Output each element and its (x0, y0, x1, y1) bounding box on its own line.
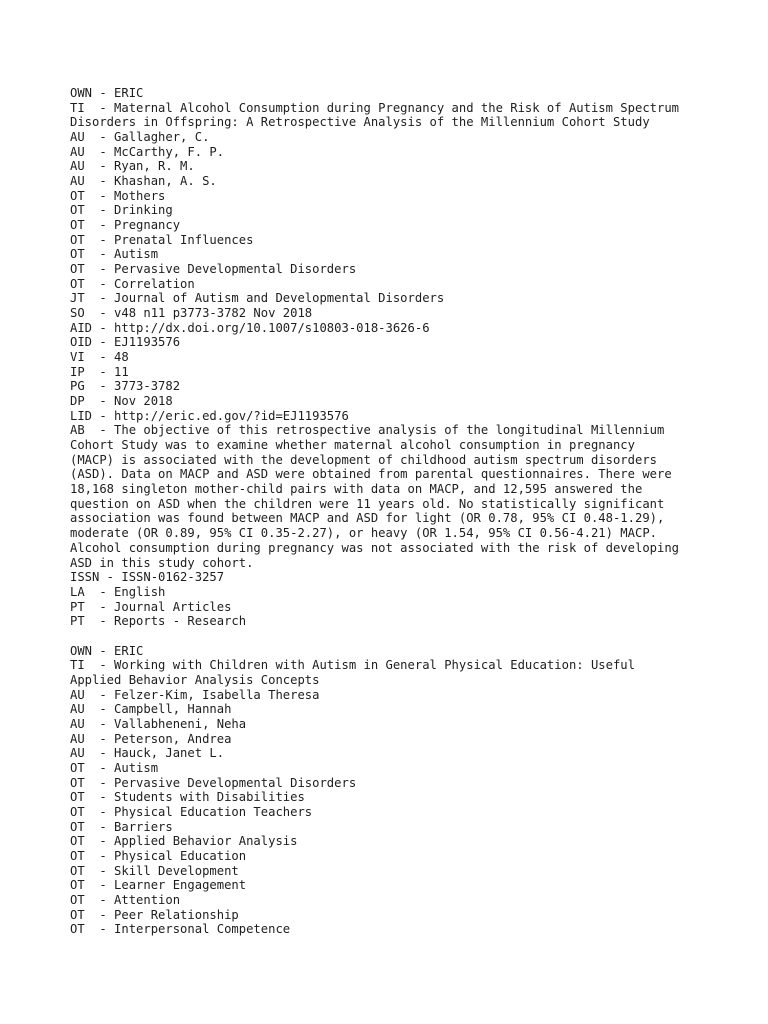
record-line: OWN - ERIC (70, 86, 144, 100)
record-line: AU - Campbell, Hannah (70, 702, 232, 717)
record-line: Applied Behavior Analysis Concepts (70, 672, 320, 687)
record-line: OT - Prenatal Influences (70, 232, 254, 247)
record-line: OT - Autism (70, 760, 159, 775)
record-line: OT - Drinking (70, 203, 173, 218)
record-line: LID - http://eric.ed.gov/?id=EJ1193576 (70, 408, 349, 423)
record-line: VI - 48 (70, 350, 129, 365)
record-line: TI - Maternal Alcohol Consumption during Pregnancy and the Risk of Autism Spectrum (70, 100, 680, 115)
record-separator (70, 629, 760, 644)
record-line: question on ASD when the children were 11 years old. No statistically significant (70, 496, 665, 511)
document-page (70, 86, 760, 937)
record-line: OT - Attention (70, 892, 181, 907)
record-line: OID - EJ1193576 (70, 335, 181, 350)
record-line: AU - Hauck, Janet L. (70, 746, 225, 761)
record-line: moderate (OR 0.89, 95% CI 0.35-2.27), or heavy (OR 1.54, 95% CI 0.56-4.21) MACP. (70, 526, 657, 541)
record-line: LA - English (70, 584, 166, 599)
record-line: PT - Journal Articles (70, 599, 232, 614)
record-line: PG - 3773-3782 (70, 379, 181, 394)
record-line: AU - Ryan, R. M. (70, 159, 195, 174)
record-line: SO - v48 n11 p3773-3782 Nov 2018 (70, 306, 313, 321)
record-line: PT - Reports - Research (70, 614, 247, 629)
record-line: DP - Nov 2018 (70, 394, 173, 409)
record-line: AU - Gallagher, C. (70, 130, 210, 145)
record-line: OT - Pervasive Developmental Disorders (70, 775, 357, 790)
record-line: OT - Interpersonal Competence (70, 922, 291, 937)
record-line: AB - The objective of this retrospective analysis of the longitudinal Millennium (70, 423, 665, 438)
record-line: OT - Pregnancy (70, 218, 181, 233)
record-block (70, 644, 760, 937)
record-line: JT - Journal of Autism and Developmental Disorders (70, 291, 445, 306)
record-line: Disorders in Offspring: A Retrospective Analysis of the Millennium Cohort Study (70, 115, 650, 130)
record-line: TI - Working with Children with Autism in General Physical Education: Useful (70, 658, 635, 673)
record-line: IP - 11 (70, 364, 129, 379)
record-line: 18,168 singleton mother-child pairs with data on MACP, and 12,595 answered the (70, 482, 643, 497)
record-line: OT - Physical Education Teachers (70, 804, 313, 819)
record-line: OT - Skill Development (70, 863, 239, 878)
record-line: AU - McCarthy, F. P. (70, 144, 225, 159)
record-line: OT - Peer Relationship (70, 907, 239, 922)
record-line: Alcohol consumption during pregnancy was not associated with the risk of developing (70, 540, 680, 555)
record-line: OWN - ERIC (70, 643, 144, 658)
record-line: AU - Felzer-Kim, Isabella Theresa (70, 687, 320, 702)
record-line: ASD in this study cohort. (70, 555, 254, 570)
record-line: (ASD). Data on MACP and ASD were obtained from parental questionnaires. There were (70, 467, 672, 482)
record-block (70, 86, 760, 629)
record-line: OT - Students with Disabilities (70, 790, 305, 805)
record-line: OT - Applied Behavior Analysis (70, 834, 298, 849)
record-line: AU - Peterson, Andrea (70, 731, 232, 746)
record-line: AU - Khashan, A. S. (70, 174, 217, 189)
record-line: OT - Physical Education (70, 848, 247, 863)
record-line: AU - Vallabheneni, Neha (70, 716, 247, 731)
record-line: association was found between MACP and ASD for light (OR 0.78, 95% CI 0.48-1.29), (70, 511, 665, 526)
record-line: Cohort Study was to examine whether maternal alcohol consumption in pregnancy (70, 438, 635, 453)
record-line: OT - Barriers (70, 819, 173, 834)
record-line: OT - Correlation (70, 276, 195, 291)
record-line: (MACP) is associated with the development of childhood autism spectrum disorders (70, 452, 657, 467)
record-line: OT - Learner Engagement (70, 878, 247, 893)
record-line: OT - Pervasive Developmental Disorders (70, 262, 357, 277)
record-line: ISSN - ISSN-0162-3257 (70, 570, 225, 585)
record-line: OT - Mothers (70, 188, 166, 203)
record-line: OT - Autism (70, 247, 159, 262)
record-line: AID - http://dx.doi.org/10.1007/s10803-018-3626-6 (70, 320, 430, 335)
